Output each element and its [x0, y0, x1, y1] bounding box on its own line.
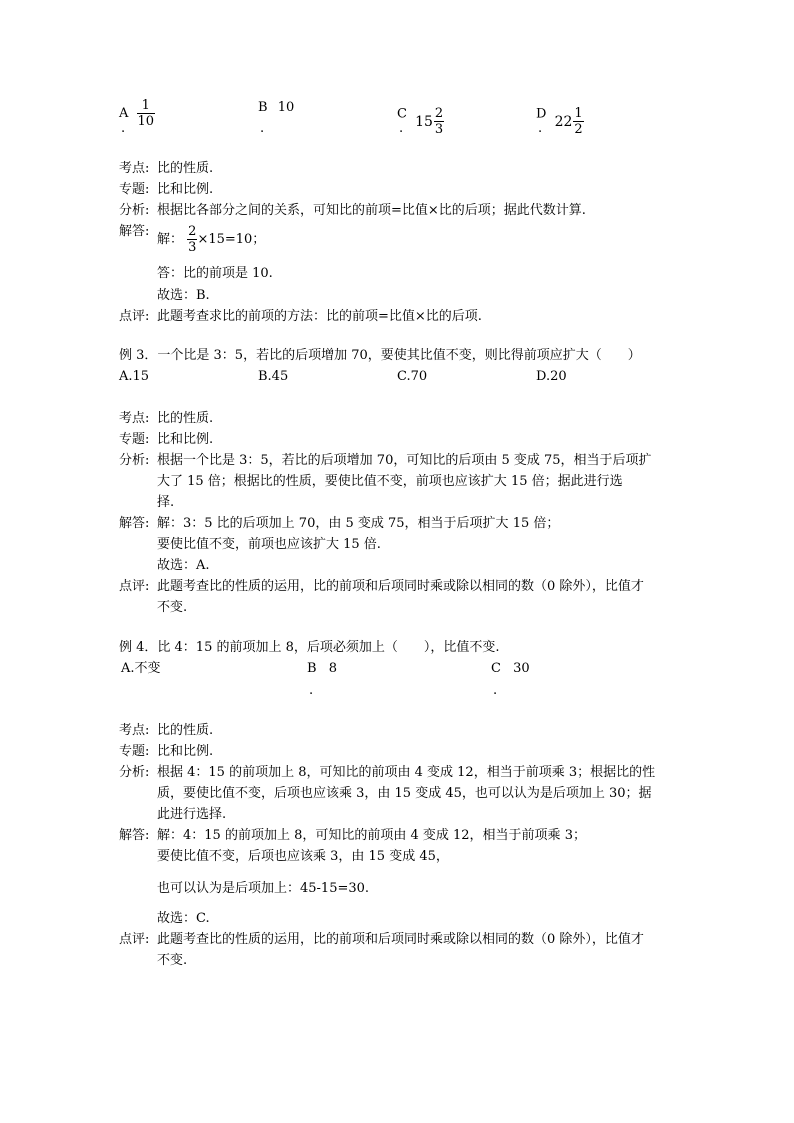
- q3-kaodian: 考点: 比的性质.: [119, 411, 214, 426]
- fraction: $\frac{1}{10}$: [137, 98, 155, 129]
- mixed-number: 15 $\frac{2}{3}$: [415, 106, 444, 137]
- q3-option-a: A.15: [119, 369, 150, 384]
- q2-choice: 故选：B.: [157, 288, 210, 303]
- document-page: A $\frac{1}{10}$ . B 10 . C 15 $\frac{2}{3}$ . D 22 $\frac{1}{2}$ . 考点: 比的性质. 专题: 比和比例. 分析: 根据比各部分之间的关系，可知比的前项=比值×比的后项；据此代数计算. 解答: 解： $\frac{2}{3}$ ×15=10； 答：比的前项是 10. 故选：B. 点评: 此题考查求比的前项的方法：比的前项=比值×比的后项. 例 3．一个比是 3：5，若比的后项增加 70，要使其比值不变，则比得前项应扩大（ ） A.15 B.45 C.70 D.20 考点: 比的性质. 专题: 比和比例. 分析: 根据一个比是 3：5，若比的后项增加 70，可知比的后项由 5 变成 75，相当于后项扩 大了 15 倍；根据比的性质，要使比值不变，前项也应该扩大 15 倍；据此进行选 择. 解答: 解：3：5 比的后项加上 70，由 5 变成 75，相当于后项扩大 15 倍； 要使比值不变，前项也应该扩大 15 倍. 故选：A. 点评: 此题考查比的性质的运用，比的前项和后项同时乘或除以相同的数（0 除外），比值才 不变. 例 4．比 4：15 的前项加上 8，后项必须加上（ ），比值不变. A.不变 B 8 . C 30 . 考点: 比的性质. 专题: 比和比例. 分析: 根据 4：15 的前项加上 8，可知比的前项由 4 变成 12，相当于前项乘 3；根据比的性 质，要使比值不变，后项也应该乘 3，由 15 变成 45，也可以认为是后项加上 30；据 此进行选择. 解答: 解：4：15 的前项加上 8，可知比的前项由 4 变成 12，相当于前项乘 3； 要使比值不变，后项也应该乘 3，由 15 变成 45， 也可以认为是后项加上：45-15=30. 故选：C. 点评: 此题考查比的性质的运用，比的前项和后项同时乘或除以相同的数（0 除外），比值才 不变.: [0, 0, 794, 1123]
- q2-fenxi: 分析: 根据比各部分之间的关系，可知比的前项=比值×比的后项；据此代数计算.: [119, 203, 586, 218]
- q3-jieda-line-2: 要使比值不变，前项也应该扩大 15 倍.: [157, 537, 381, 552]
- fraction: $\frac{2}{3}$: [434, 106, 444, 137]
- q2-jieda-label: 解答:: [119, 224, 150, 239]
- q2-dianping: 点评: 此题考查求比的前项的方法：比的前项=比值×比的后项.: [119, 309, 482, 324]
- q3-jieda: 解答: 解：3：5 比的后项加上 70，由 5 变成 75，相当于后项扩大 15 倍；: [119, 516, 560, 531]
- q4-jieda-line-3: 也可以认为是后项加上：45-15=30.: [157, 881, 370, 896]
- q2-zhuanti: 专题: 比和比例.: [119, 182, 214, 197]
- q3-option-b: B.45: [258, 369, 289, 384]
- q4-fenxi-line-2: 质，要使比值不变，后项也应该乘 3，由 15 变成 45，也可以认为是后项加上 30；据: [157, 786, 652, 801]
- q2-option-d: D 22 $\frac{1}{2}$: [536, 106, 583, 137]
- q4-fenxi-line-3: 此进行选择.: [157, 807, 227, 822]
- q4-option-b: B 8: [307, 661, 337, 676]
- q3-choice: 故选：A.: [157, 558, 210, 573]
- q4-title: 例 4．比 4：15 的前项加上 8，后项必须加上（ ），比值不变.: [119, 640, 500, 655]
- q3-option-d: D.20: [536, 369, 567, 384]
- q2-option-c: C 15 $\frac{2}{3}$: [397, 106, 444, 137]
- q4-fenxi: 分析: 根据 4：15 的前项加上 8，可知比的前项由 4 变成 12，相当于前项乘 3；根据比的性: [119, 765, 656, 780]
- q2-option-b: B 10: [258, 100, 295, 115]
- q2-jie-line: 解： $\frac{2}{3}$ ×15=10；: [157, 224, 266, 255]
- q2-option-a: A $\frac{1}{10}$: [119, 98, 155, 129]
- q4-jieda-line-2: 要使比值不变，后项也应该乘 3，由 15 变成 45，: [157, 849, 449, 864]
- q3-fenxi-line-3: 择.: [157, 495, 175, 510]
- q4-kaodian: 考点: 比的性质.: [119, 723, 214, 738]
- q3-dianping: 点评: 此题考查比的性质的运用，比的前项和后项同时乘或除以相同的数（0 除外），比值才: [119, 579, 644, 594]
- fraction: $\frac{1}{2}$: [574, 106, 583, 137]
- q3-zhuanti: 专题: 比和比例.: [119, 432, 214, 447]
- q3-title: 例 3．一个比是 3：5，若比的后项增加 70，要使其比值不变，则比得前项应扩大（ ）: [119, 348, 641, 363]
- fraction: $\frac{2}{3}$: [188, 224, 197, 255]
- q4-zhuanti: 专题: 比和比例.: [119, 744, 214, 759]
- q4-option-c: C 30: [491, 661, 530, 676]
- q4-dianping-line-2: 不变.: [157, 953, 188, 968]
- mixed-number: 22 $\frac{1}{2}$: [554, 106, 583, 137]
- q2-answer: 答：比的前项是 10.: [157, 266, 273, 281]
- q2-kaodian: 考点: 比的性质.: [119, 161, 214, 176]
- q4-option-a: A.不变: [121, 661, 161, 676]
- q4-jieda: 解答: 解：4：15 的前项加上 8，可知比的前项由 4 变成 12，相当于前项乘 3；: [119, 828, 586, 843]
- q4-dianping: 点评: 此题考查比的性质的运用，比的前项和后项同时乘或除以相同的数（0 除外），比值才: [119, 932, 644, 947]
- q4-choice: 故选：C.: [157, 911, 210, 926]
- q3-option-c: C.70: [397, 369, 428, 384]
- q3-dianping-line-2: 不变.: [157, 600, 188, 615]
- q3-fenxi-line-2: 大了 15 倍；根据比的性质，要使比值不变，前项也应该扩大 15 倍；据此进行选: [157, 474, 623, 489]
- q3-fenxi: 分析: 根据一个比是 3：5，若比的后项增加 70，可知比的后项由 5 变成 75，相当于后项扩: [119, 453, 652, 468]
